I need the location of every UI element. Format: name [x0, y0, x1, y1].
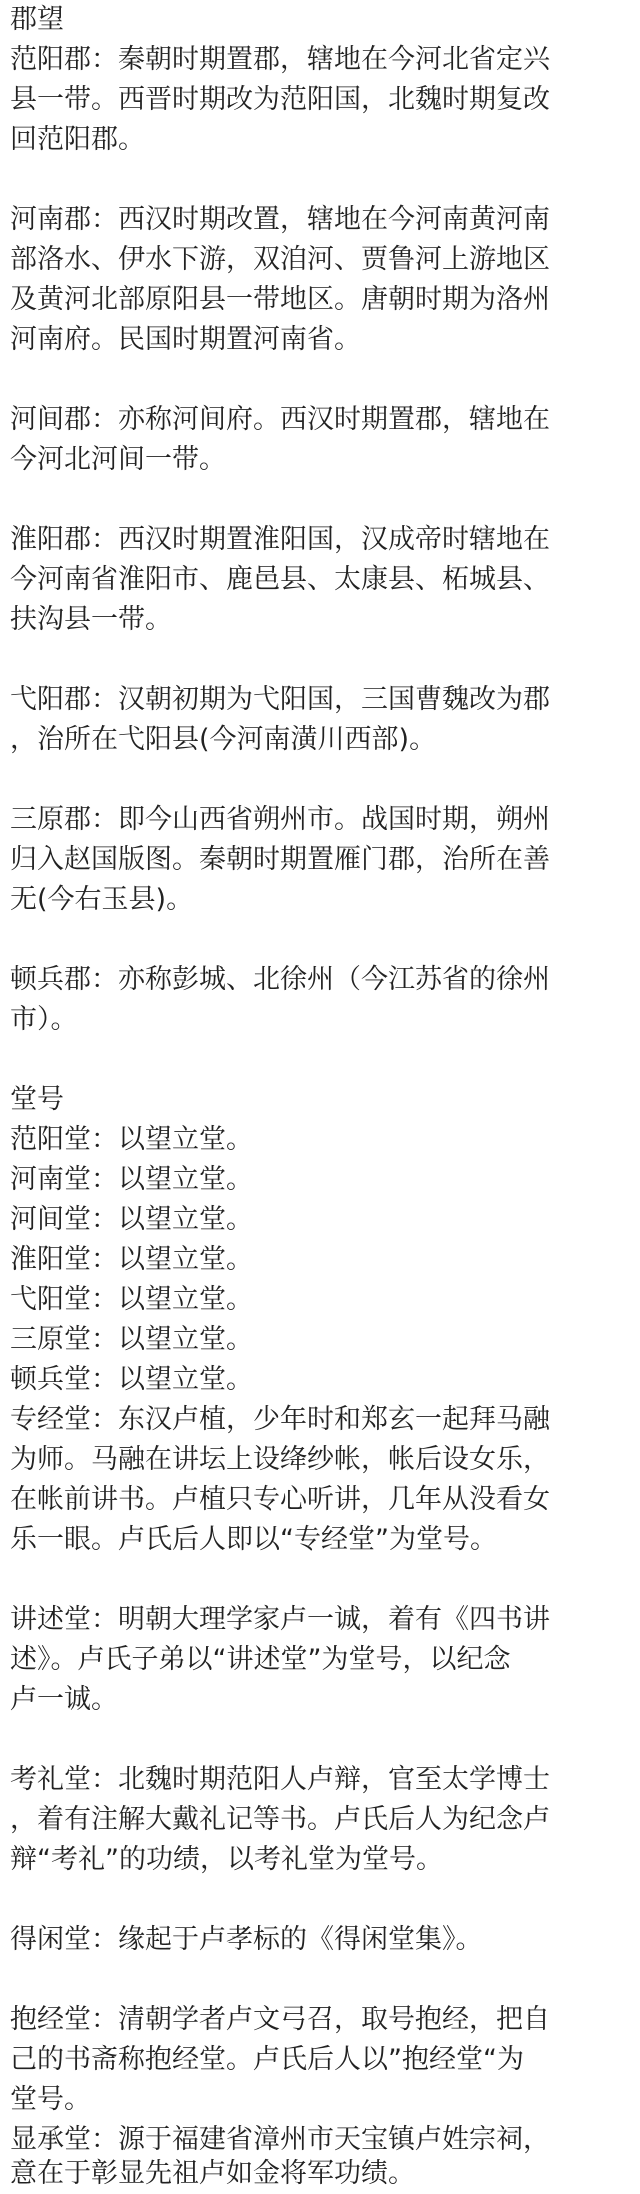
text-line: 范阳郡：秦朝时期置郡，辖地在今河北省定兴	[10, 44, 550, 75]
text-line: 讲述堂：明朝大理学家卢一诚，着有《四书讲	[10, 1604, 550, 1635]
text-line: 河间郡：亦称河间府。西汉时期置郡，辖地在	[10, 404, 550, 435]
text-line: 卢一诚。	[10, 1684, 118, 1715]
text-line: 辩“考礼”的功绩，以考礼堂为堂号。	[10, 1844, 443, 1875]
text-line: 扶沟县一带。	[10, 604, 172, 635]
text-line: 无(今右玉县)。	[10, 884, 194, 915]
list-item: 淮阳堂：以望立堂。	[10, 1244, 253, 1275]
text-line: 今河北河间一带。	[10, 444, 226, 475]
text-line: 己的书斋称抱经堂。卢氏后人以”抱经堂“为	[10, 2044, 524, 2075]
text-line: 考礼堂：北魏时期范阳人卢辩，官至太学博士	[10, 1764, 550, 1795]
text-line: 今河南省淮阳市、鹿邑县、太康县、柘城县、	[10, 564, 550, 595]
list-item: 三原堂：以望立堂。	[10, 1324, 253, 1355]
text-line: 三原郡：即今山西省朔州市。战国时期，朔州	[10, 804, 550, 835]
text-line: 淮阳郡：西汉时期置淮阳国，汉成帝时辖地在	[10, 524, 550, 555]
text-line: 县一带。西晋时期改为范阳国，北魏时期复改	[10, 84, 550, 115]
text-line: 显承堂：源于福建省漳州市天宝镇卢姓宗祠，	[10, 2124, 550, 2155]
text-line: 弋阳郡：汉朝初期为弋阳国，三国曹魏改为郡	[10, 684, 550, 715]
text-line: 回范阳郡。	[10, 124, 145, 155]
text-line: 得闲堂：缘起于卢孝标的《得闲堂集》。	[10, 1924, 483, 1955]
list-item: 弋阳堂：以望立堂。	[10, 1284, 253, 1315]
section-heading-junwang: 郡望	[10, 4, 64, 35]
text-line: ，着有注解大戴礼记等书。卢氏后人为纪念卢	[10, 1804, 550, 1835]
text-line: 及黄河北部原阳县一带地区。唐朝时期为洛州	[10, 284, 550, 315]
list-item: 河间堂：以望立堂。	[10, 1204, 253, 1235]
list-item: 顿兵堂：以望立堂。	[10, 1364, 253, 1395]
section-heading-tanghao: 堂号	[10, 1084, 64, 1115]
text-line: 抱经堂：清朝学者卢文弓召，取号抱经，把自	[10, 2004, 550, 2035]
text-line: 述》。卢氏子弟以“讲述堂”为堂号，以纪念	[10, 1644, 511, 1675]
text-line: 部洛水、伊水下游，双洎河、贾鲁河上游地区	[10, 244, 550, 275]
list-item: 范阳堂：以望立堂。	[10, 1124, 253, 1155]
text-line: 专经堂：东汉卢植，少年时和郑玄一起拜马融	[10, 1404, 550, 1435]
text-line: 为师。马融在讲坛上设绛纱帐，帐后设女乐，	[10, 1444, 550, 1475]
text-line: 乐一眼。卢氏后人即以“专经堂”为堂号。	[10, 1524, 497, 1555]
text-line: 归入赵国版图。秦朝时期置雁门郡，治所在善	[10, 844, 550, 875]
text-line: 市）。	[10, 1004, 78, 1035]
list-item: 河南堂：以望立堂。	[10, 1164, 253, 1195]
text-line: ，治所在弋阳县(今河南潢川西部)。	[10, 724, 437, 755]
text-line: 河南郡：西汉时期改置，辖地在今河南黄河南	[10, 204, 550, 235]
text-line: 意在于彰显先祖卢如金将军功绩。	[10, 2158, 415, 2189]
text-line: 堂号。	[10, 2084, 91, 2115]
text-line: 顿兵郡：亦称彭城、北徐州（今江苏省的徐州	[10, 964, 550, 995]
text-line: 河南府。民国时期置河南省。	[10, 324, 361, 355]
text-line: 在帐前讲书。卢植只专心听讲，几年从没看女	[10, 1484, 550, 1515]
